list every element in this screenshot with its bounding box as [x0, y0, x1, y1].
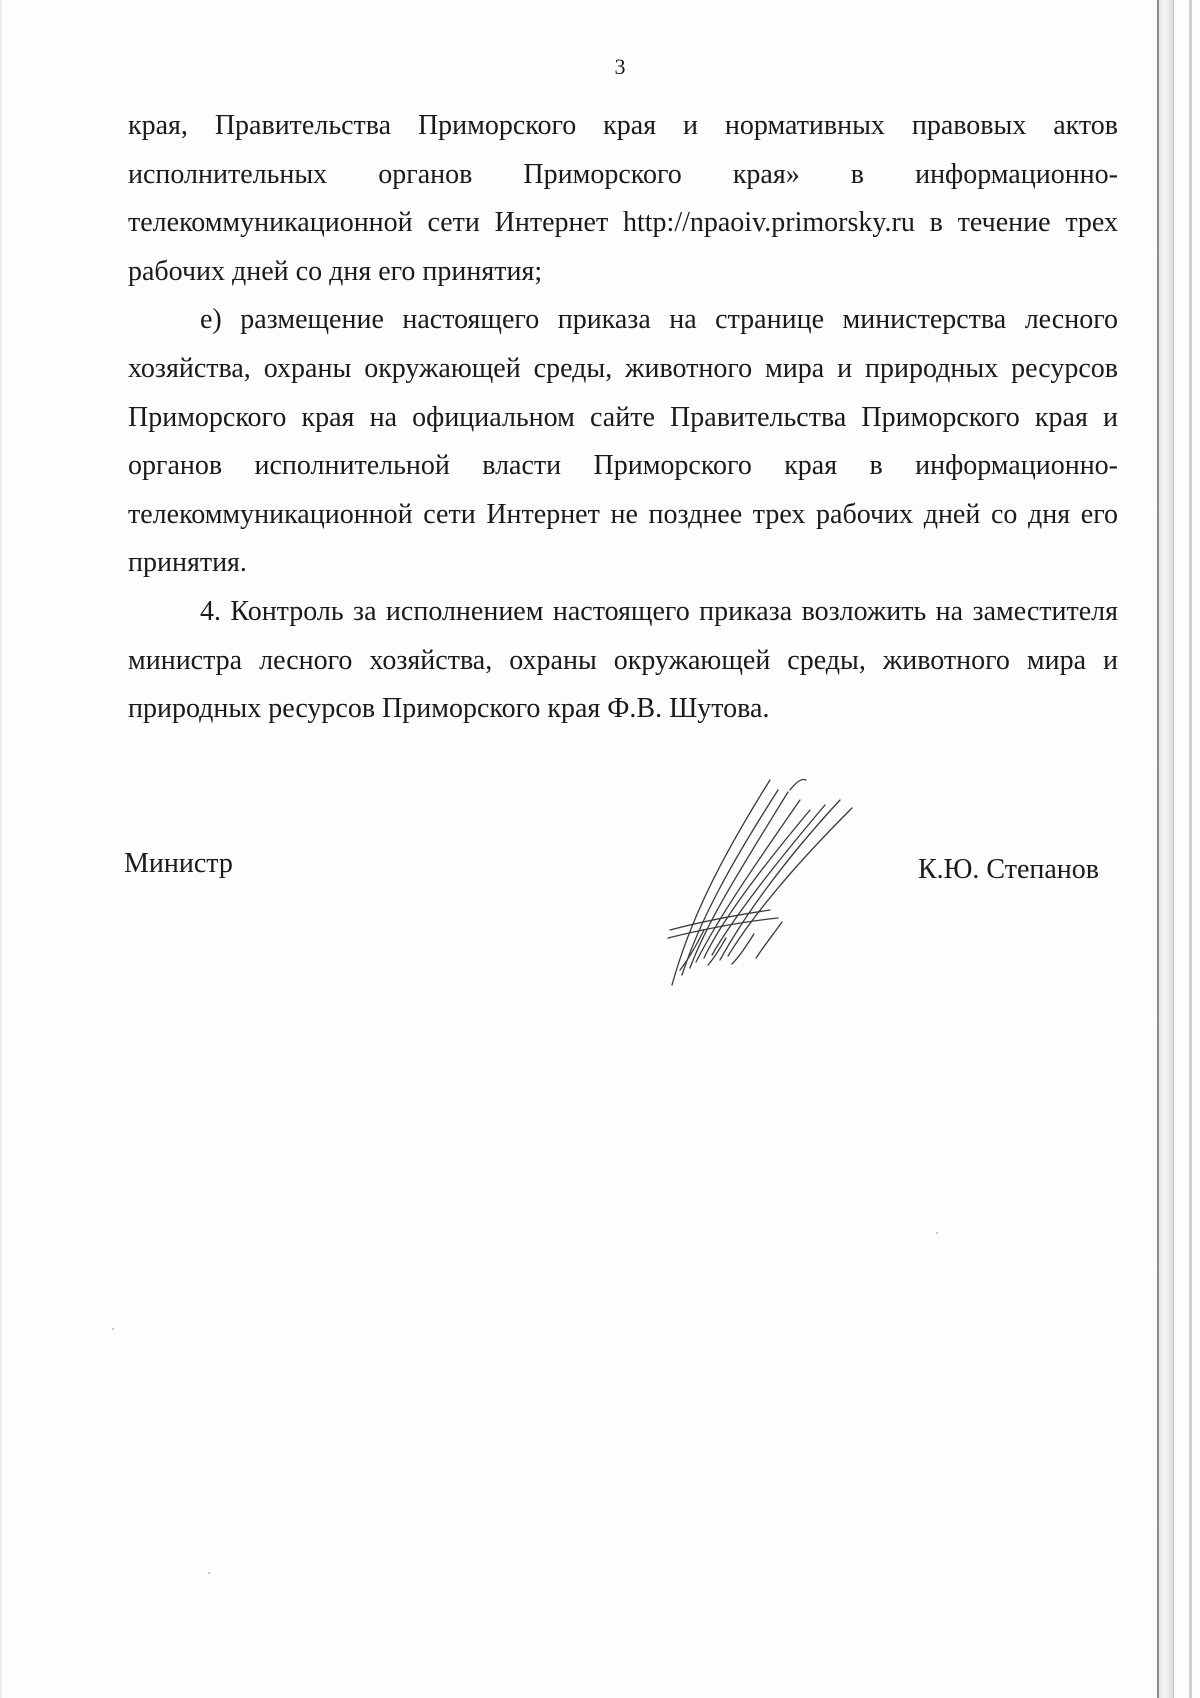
handwritten-signature-icon: [660, 770, 880, 990]
paragraph-item-4: 4. Контроль за исполнением настоящего приказа возложить на заместителя министра лесного хозяйства, охраны окружающей среды, животного мира и природных ресурсов Приморского края Ф.В. Шутова.: [128, 595, 1118, 725]
scan-edge-left: [0, 0, 2, 1698]
paragraph-continuation: края, Правительства Приморского края и нормативных правовых актов исполнительных органов Приморского края» в информационно-телекоммуникационной сети Интернет http://npaoiv.primorsky.ru в течение трех рабочих дней со дня его принятия;: [128, 110, 1118, 287]
page-number: 3: [614, 54, 626, 79]
document-body: [128, 102, 1118, 734]
scan-edge-right: [1157, 0, 1174, 1698]
signatory-position: Министр: [124, 848, 233, 879]
scan-speck: [936, 1232, 938, 1234]
scan-edge-right-outer: [1189, 0, 1192, 1698]
scan-speck: [208, 1572, 210, 1574]
paragraph-item-e: е) размещение настоящего приказа на странице министерства лесного хозяйства, охраны окружающей среды, животного мира и природных ресурсов Приморского края на официальном сайте Правительства Приморского края и органов исполнительной власти Приморского края в информационно-телекоммуникационной сети Интернет не позднее трех рабочих дней со дня его принятия.: [128, 304, 1118, 579]
signatory-name: К.Ю. Степанов: [917, 854, 1099, 885]
scan-speck: [112, 1328, 114, 1330]
